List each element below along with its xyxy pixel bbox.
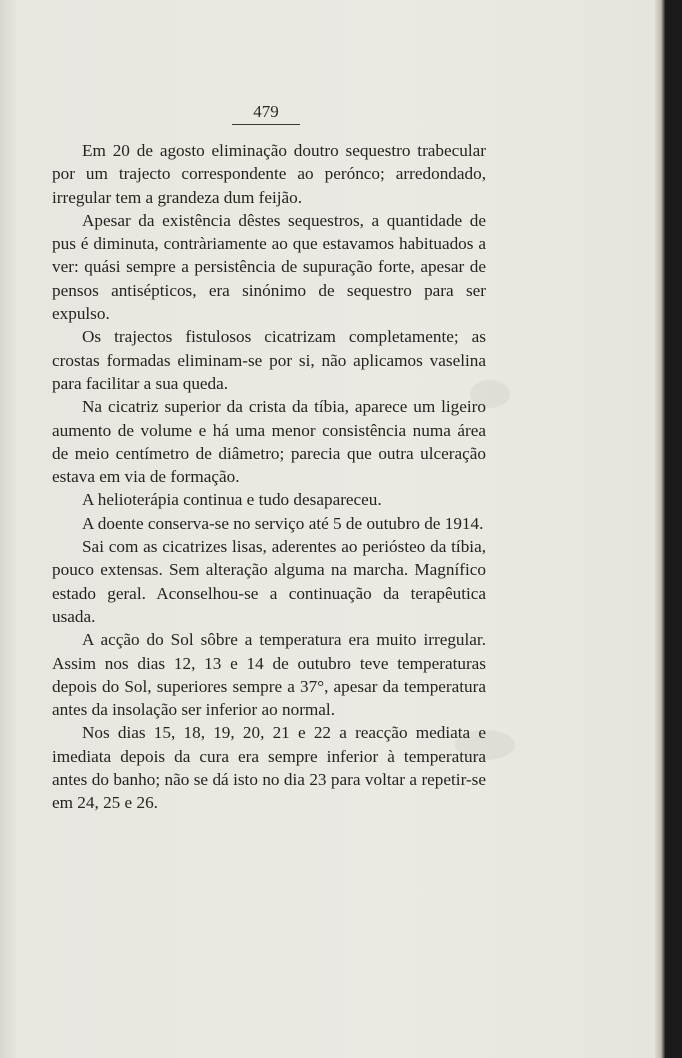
- paragraph: A acção do Sol sôbre a temperatura era muito irregular. Assim nos dias 12, 13 e 14 de outubro teve temperaturas depois do Sol, superiores sempre a 37°, apesar da temperatura antes da insolação ser inferior ao normal.: [52, 630, 486, 720]
- paragraph: Sai com as cicatrizes lisas, aderentes ao periósteo da tíbia, pouco extensas. Sem alteração alguma na marcha. Magnífico estado geral. Aconselhou-se a continuação da terapêutica usada.: [52, 537, 486, 626]
- page-edge: [655, 0, 665, 1058]
- paragraph: Em 20 de agosto eliminação doutro sequestro trabecular por um trajecto correspondente ao perónco; arredondado, irregular tem a grandeza dum feijão.: [52, 141, 486, 207]
- paragraph: Apesar da existência dêstes sequestros, a quantidade de pus é diminuta, contràriamente ao que estavamos habituados a ver: quási sempre a persistência de supuração forte, apesar de pensos antisépticos, era sinónimo de sequestro para ser expulso.: [52, 210, 486, 324]
- body-text: [52, 139, 486, 815]
- paragraph: Na cicatriz superior da crista da tíbia, aparece um ligeiro aumento de volume e há uma menor consistência numa área de meio centímetro de diâmetro; parecia que outra ulceração estava em via de formação.: [52, 397, 486, 487]
- paragraph: A helioterápia continua e tudo desapareceu.: [82, 490, 382, 510]
- paragraph: Nos dias 15, 18, 19, 20, 21 e 22 a reacção mediata e imediata depois da cura era sempre inferior à temperatura antes do banho; não se dá isto no dia 23 para voltar a repetir-se em 24, 25 e 26.: [52, 723, 486, 813]
- page-number: 479: [232, 100, 300, 125]
- paragraph: Os trajectos fistulosos cicatrizam completamente; as crostas formadas eliminam-se por si, não aplicamos vaselina para facilitar a sua queda.: [52, 327, 486, 393]
- paragraph: A doente conserva-se no serviço até 5 de outubro de 1914.: [82, 513, 484, 533]
